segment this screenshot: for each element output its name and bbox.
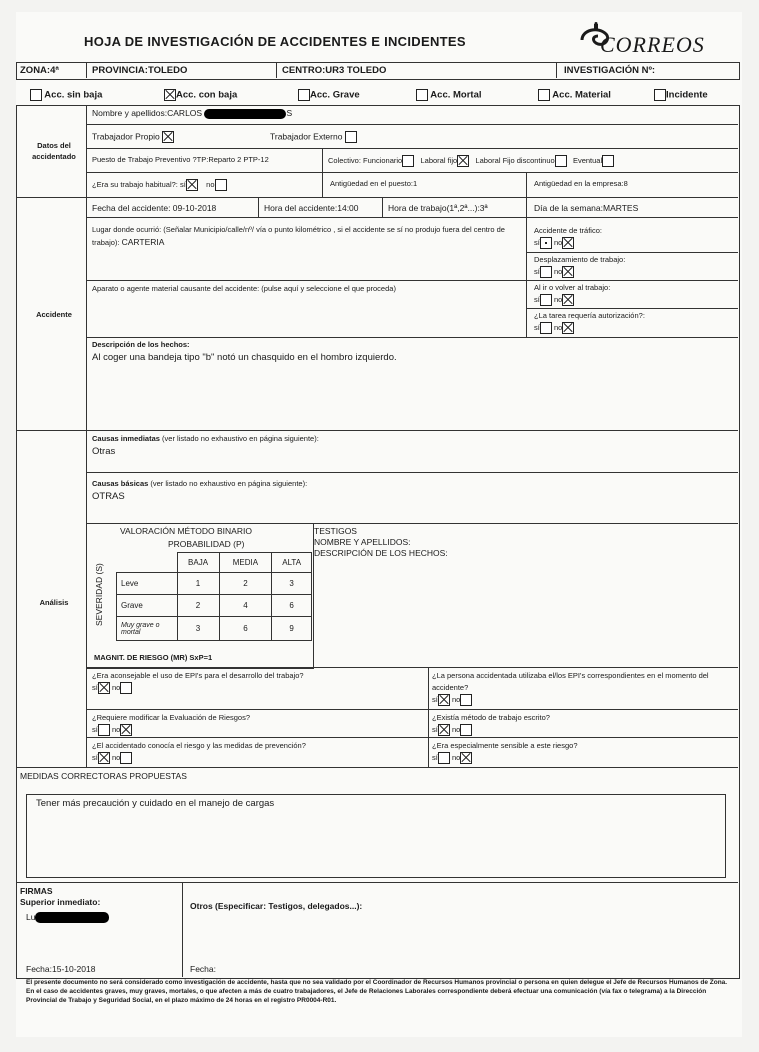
q-epi-utilizaba[interactable]: ¿La persona accidentada utilizaba el/los EPI's correspondientes en el momento del accidente? sí no	[432, 670, 732, 706]
trafico-field[interactable]: Accidente de tráfico: sí no	[534, 225, 602, 249]
valoracion-label: VALORACIÓN MÉTODO BINARIO	[120, 526, 252, 536]
causas-inmediatas-value: Otras	[92, 446, 116, 457]
tipo-sin-baja[interactable]: Acc. sin baja	[30, 89, 102, 101]
zona-field: ZONA:4ª	[20, 65, 59, 76]
form-page	[16, 12, 742, 1037]
col-media: MEDIA	[219, 553, 272, 573]
tipo-con-baja[interactable]: Acc. con baja	[164, 89, 237, 101]
col-baja: BAJA	[177, 553, 219, 573]
centro-field: CENTRO:UR3 TOLEDO	[282, 65, 387, 76]
q-metodo-escrito[interactable]: ¿Existía método de trabajo escrito? sí no	[432, 712, 550, 736]
fecha-accidente: Fecha del accidente: 09-10-2018	[92, 203, 217, 213]
tipo-material[interactable]: Acc. Material	[538, 89, 611, 101]
trabajador-propio[interactable]: Trabajador Propio	[92, 131, 174, 143]
nombre-field: Nombre y apellidos:CARLOS S	[92, 108, 293, 118]
ir-volver-field[interactable]: Al ir o volver al trabajo: sí no	[534, 282, 610, 306]
medidas-value: Tener más precaución y cuidado en el manejo de cargas	[36, 798, 275, 809]
tipo-mortal[interactable]: Acc. Mortal	[416, 89, 482, 101]
q-conocia-riesgo[interactable]: ¿El accidentado conocía el riesgo y las medidas de prevención? sí no	[92, 740, 306, 764]
hora-trabajo: Hora de trabajo(1ª,2ª...):3ª	[388, 203, 488, 213]
redaction	[35, 912, 109, 923]
autorizacion-field[interactable]: ¿La tarea requería autorización?: sí no	[534, 310, 645, 334]
fecha-superior: Fecha:15-10-2018	[26, 964, 96, 974]
row-leve: Leve	[117, 573, 178, 595]
footer-note-1: El presente documento no será considerado como investigación de accidente, hasta que no sea validado por el Coordinador de Recursos Humanos provincial o persona en quien delegue el Jefe de Recursos Humanos de Zona.	[26, 979, 728, 986]
section-datos: Datos del accidentado	[32, 141, 76, 161]
habitual-field[interactable]: ¿Era su trabajo habitual?: sí no	[92, 179, 227, 191]
probabilidad-label: PROBABILIDAD (P)	[168, 539, 245, 549]
row-muy-grave: Muy grave o mortal	[117, 617, 178, 641]
risk-table: BAJA MEDIA ALTA Leve 1 2 3 Grave 2 4 6 Muy grave o mortal 3 6 9	[116, 552, 312, 641]
lugar-field: Lugar donde ocurrió: (Señalar Municipio/calle/nº/ vía o punto kilométrico , si el accidente se sí no produjo fuera del centro de trabajo): CARTERIA	[92, 225, 505, 247]
col-alta: ALTA	[272, 553, 312, 573]
severidad-label: SEVERIDAD (S)	[94, 563, 104, 626]
puesto-field: Puesto de Trabajo Preventivo ?TP:Reparto 2 PTP-12	[92, 155, 269, 164]
magnitud-riesgo: MAGNIT. DE RIESGO (MR) SxP=1	[94, 653, 213, 662]
descripcion-value: Al coger una bandeja tipo "b" notó un chasquido en el hombro izquierdo.	[92, 352, 397, 363]
provincia-field: PROVINCIA:TOLEDO	[92, 65, 188, 76]
fecha-otros: Fecha:	[190, 964, 216, 974]
medidas-label: MEDIDAS CORRECTORAS PROPUESTAS	[20, 771, 187, 781]
descripcion-label: Descripción de los hechos:	[92, 340, 190, 349]
dia-semana: Día de la semana:MARTES	[534, 203, 639, 213]
causas-inmediatas-label: Causas inmediatas (ver listado no exhaustivo en página siguiente):	[92, 434, 319, 443]
causas-basicas-label: Causas básicas (ver listado no exhaustivo en página siguiente):	[92, 479, 308, 488]
correos-wordmark: CORREOS	[600, 32, 705, 57]
colectivo-field: Colectivo: Funcionario Laboral fijo Laboral Fijo discontinuo Eventual	[328, 155, 614, 167]
desplazamiento-field[interactable]: Desplazamiento de trabajo: sí no	[534, 254, 625, 278]
investigacion-field: INVESTIGACIÓN Nº:	[564, 65, 656, 76]
hora-accidente: Hora del accidente:14:00	[264, 203, 359, 213]
aparato-field[interactable]: Aparato o agente material causante del accidente: (pulse aquí y seleccione el que proceda)	[92, 284, 396, 293]
antiguedad-puesto: Antigüedad en el puesto:1	[330, 179, 418, 188]
row-grave: Grave	[117, 595, 178, 617]
firmas-label: FIRMAS Superior inmediato:	[20, 886, 101, 907]
causas-basicas-value: OTRAS	[92, 491, 125, 502]
testigos-block: TESTIGOS NOMBRE Y APELLIDOS: DESCRIPCIÓN DE LOS HECHOS:	[314, 526, 448, 558]
redaction	[204, 109, 286, 119]
q-modificar-evaluacion[interactable]: ¿Requiere modificar la Evaluación de Riesgos? sí no	[92, 712, 250, 736]
superior-name: Lu	[26, 912, 109, 923]
q-sensible-riesgo[interactable]: ¿Era especialmente sensible a este riesgo? sí no	[432, 740, 578, 764]
antiguedad-empresa: Antigüedad en la empresa:8	[534, 179, 628, 188]
q-epi-aconsejable[interactable]: ¿Era aconsejable el uso de EPI's para el desarrollo del trabajo? sí no	[92, 670, 304, 694]
otros-label: Otros (Especificar: Testigos, delegados...):	[190, 901, 363, 911]
footer-note-2: En el caso de accidentes graves, muy graves, mortales, o que afecten a más de cuatro trabajadores, el Jefe de Relaciones Laborales correspondiente deberá efectuar una comunicación (vía fax o telegrama) a la Dirección Provincial de Trabajo y Seguridad Social, en el plazo máximo de 24 horas en el registro PR0004-R01.	[26, 988, 707, 1004]
footer-notes	[26, 978, 734, 1005]
section-accidente: Accidente	[36, 310, 72, 319]
tipo-grave[interactable]: Acc. Grave	[298, 89, 360, 101]
form-title: HOJA DE INVESTIGACIÓN DE ACCIDENTES E INCIDENTES	[84, 34, 466, 49]
tipo-incidente[interactable]: Incidente	[654, 89, 708, 101]
section-analisis: Análisis	[39, 598, 69, 607]
trabajador-externo[interactable]: Trabajador Externo	[270, 131, 357, 143]
